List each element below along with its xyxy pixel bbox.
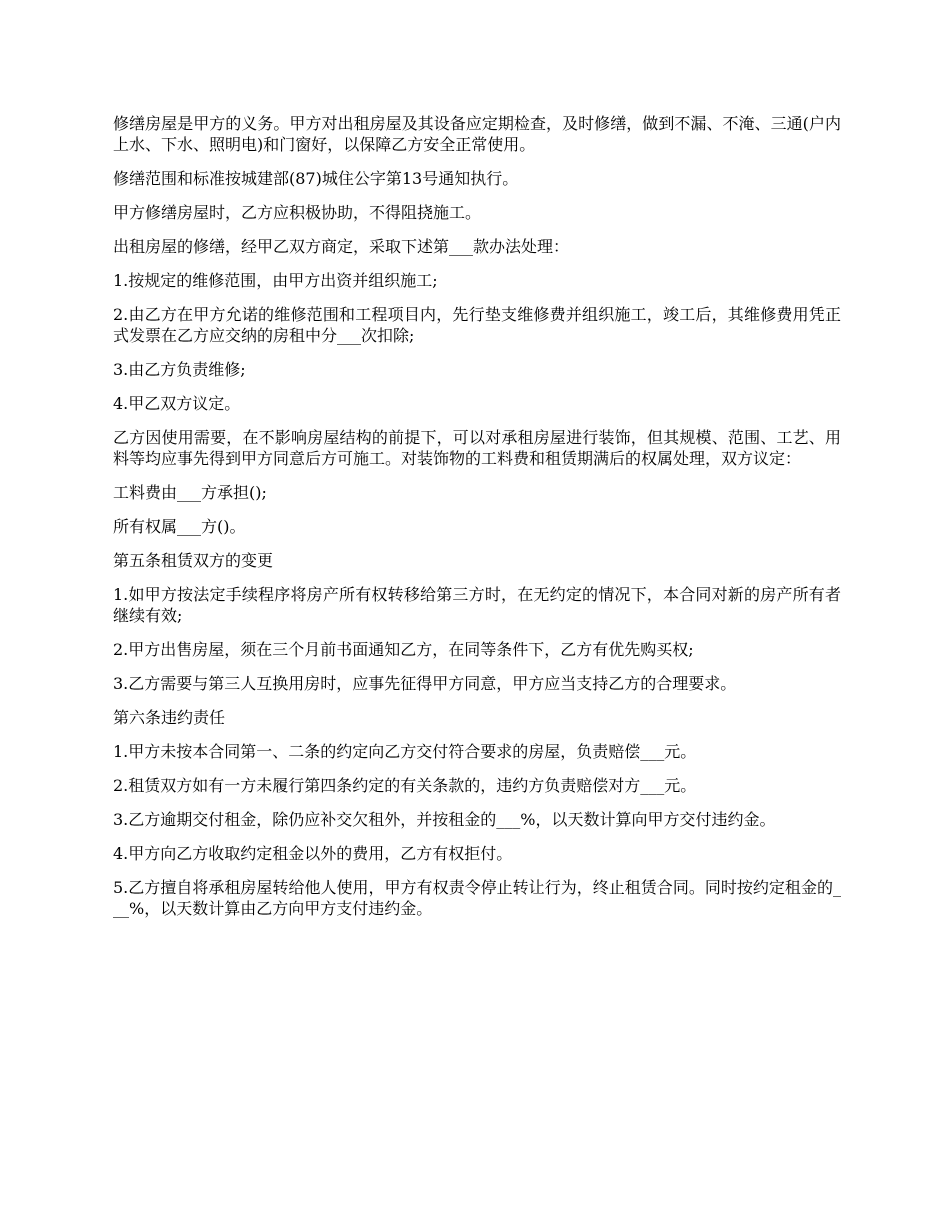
- paragraph-repair-option-3: 3.由乙方负责维修;: [113, 360, 246, 379]
- paragraph-repair-scope: 修缮范围和标准按城建部(87)城住公字第13号通知执行。: [113, 169, 519, 188]
- paragraph-liability-4: 4.甲方向乙方收取约定租金以外的费用，乙方有权拒付。: [113, 844, 513, 863]
- paragraph-change-1: 1.如甲方按法定手续程序将房产所有权转移给第三方时，在无约定的情况下，本合同对新的房产所有者继续有效;: [113, 585, 841, 625]
- document-body: [113, 113, 841, 932]
- paragraph-ownership: 所有权属___方()。: [113, 517, 246, 536]
- paragraph-repair-option-4: 4.甲乙双方议定。: [113, 394, 241, 413]
- paragraph-repair-duty: 修缮房屋是甲方的义务。甲方对出租房屋及其设备应定期检查，及时修缮，做到不漏、不淹、三通(户内上水、下水、照明电)和门窗好，以保障乙方安全正常使用。: [113, 114, 841, 154]
- paragraph-liability-2: 2.租赁双方如有一方未履行第四条约定的有关条款的，违约方负责赔偿对方___元。: [113, 776, 697, 795]
- paragraph-liability-5: 5.乙方擅自将承租房屋转给他人使用，甲方有权责令停止转让行为，终止租赁合同。同时按约定租金的___%，以天数计算由乙方向甲方支付违约金。: [113, 878, 841, 918]
- paragraph-liability-1: 1.甲方未按本合同第一、二条的约定向乙方交付符合要求的房屋，负责赔偿___元。: [113, 742, 697, 761]
- paragraph-repair-method: 出租房屋的修缮，经甲乙双方商定，采取下述第___款办法处理：: [113, 237, 570, 256]
- paragraph-repair-option-2: 2.由乙方在甲方允诺的维修范围和工程项目内，先行垫支维修费并组织施工，竣工后，其维修费用凭正式发票在乙方应交纳的房租中分___次扣除;: [113, 305, 841, 345]
- paragraph-change-2: 2.甲方出售房屋，须在三个月前书面通知乙方，在同等条件下，乙方有优先购买权;: [113, 640, 694, 659]
- paragraph-change-3: 3.乙方需要与第三人互换用房时，应事先征得甲方同意，甲方应当支持乙方的合理要求。: [113, 674, 737, 693]
- paragraph-material-cost: 工料费由___方承担();: [113, 483, 267, 502]
- paragraph-liability-3: 3.乙方逾期交付租金，除仍应补交欠租外，并按租金的___%，以天数计算向甲方交付违约金。: [113, 810, 776, 829]
- paragraph-decoration: 乙方因使用需要，在不影响房屋结构的前提下，可以对承租房屋进行装饰，但其规模、范围、工艺、用料等均应事先得到甲方同意后方可施工。对装饰物的工料费和租赁期满后的权属处理，双方议定：: [113, 428, 841, 468]
- paragraph-repair-cooperation: 甲方修缮房屋时，乙方应积极协助，不得阻挠施工。: [113, 203, 482, 222]
- section-heading-article-6: 第六条违约责任: [113, 708, 226, 727]
- paragraph-repair-option-1: 1.按规定的维修范围，由甲方出资并组织施工;: [113, 271, 438, 290]
- section-heading-article-5: 第五条租赁双方的变更: [113, 551, 274, 570]
